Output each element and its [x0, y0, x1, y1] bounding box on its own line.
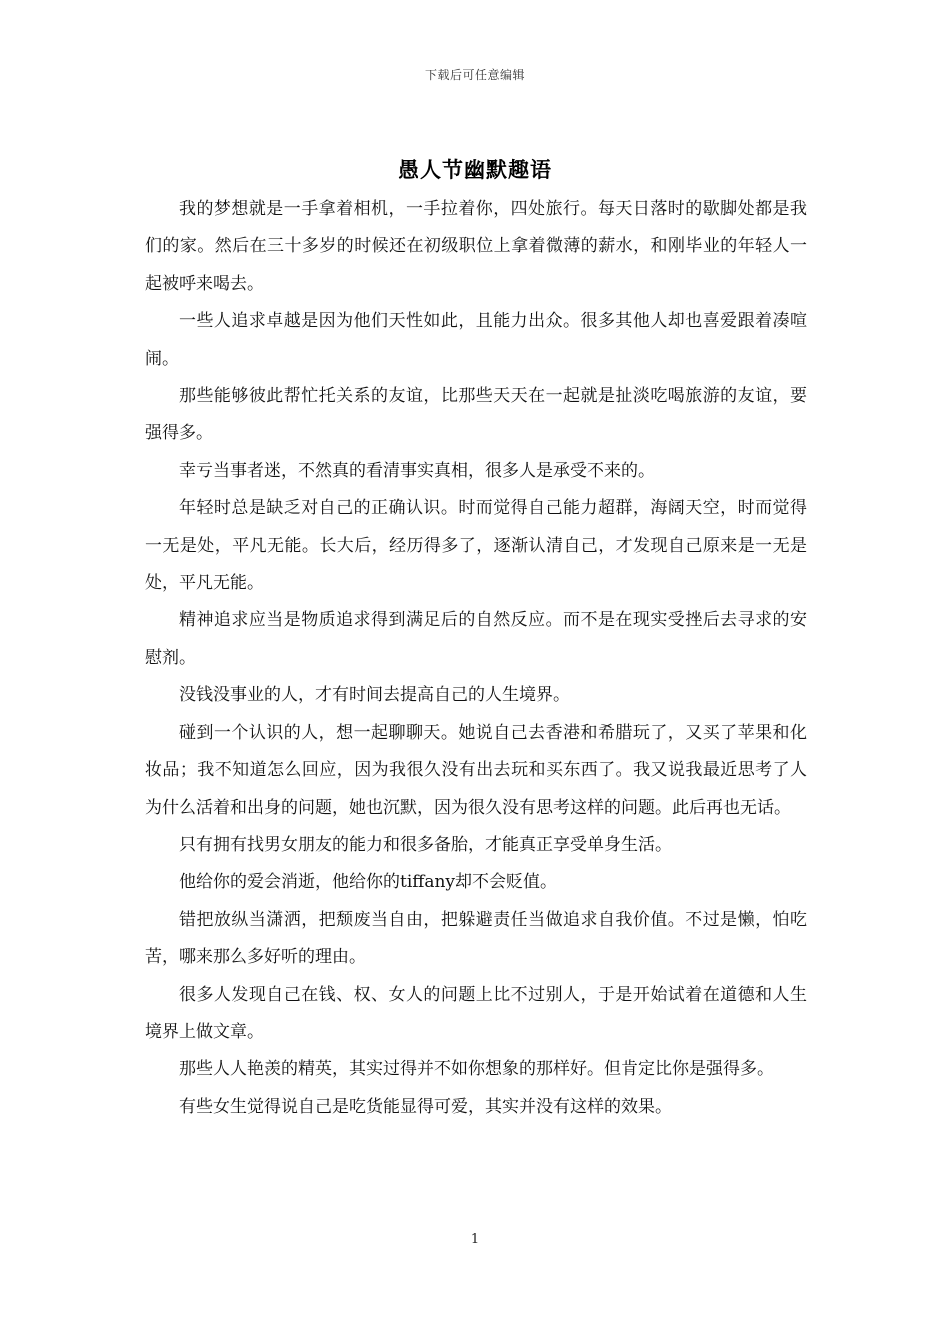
paragraph: 幸亏当事者迷，不然真的看清事实真相，很多人是承受不来的。 — [179, 460, 655, 481]
paragraph: 他给你的爱会消逝，他给你的tiffany却不会贬值。 — [179, 872, 558, 893]
paragraph: 那些人人艳羡的精英，其实过得并不如你想象的那样好。但肯定比你是强得多。 — [179, 1059, 774, 1080]
paragraph: 精神追求应当是物质追求得到满足后的自然反应。而不是在现实受挫后去寻求的安慰剂。 — [145, 610, 807, 668]
document-title: 愚人节幽默趣语 — [398, 157, 552, 182]
page-header: 下载后可任意编辑 — [424, 68, 525, 82]
paragraph: 碰到一个认识的人，想一起聊聊天。她说自己去香港和希腊玩了，又买了苹果和化妆品；我不知道怎么回应，因为我很久没有出去玩和买东西了。我又说我最近思考了人为什么活着和出身的问题，她也沉默，因为很久没有思考这样的问题。此后再也无话。 — [145, 722, 807, 818]
paragraph: 那些能够彼此帮忙托关系的友谊，比那些天天在一起就是扯淡吃喝旅游的友谊，要强得多。 — [145, 386, 807, 444]
page-number: 1 — [470, 1232, 480, 1247]
paragraph: 没钱没事业的人，才有时间去提高自己的人生境界。 — [179, 685, 570, 706]
paragraph: 一些人追求卓越是因为他们天性如此，且能力出众。很多其他人却也喜爱跟着凑喧闹。 — [145, 311, 807, 369]
paragraph: 年轻时总是缺乏对自己的正确认识。时而觉得自己能力超群，海阔天空，时而觉得一无是处，平凡无能。长大后，经历得多了，逐渐认清自己，才发现自己原来是一无是处，平凡无能。 — [145, 498, 807, 594]
paragraph: 错把放纵当潇洒，把颓废当自由，把躲避责任当做追求自我价值。不过是懒，怕吃苦，哪来那么多好听的理由。 — [145, 909, 807, 968]
paragraph: 很多人发现自己在钱、权、女人的问题上比不过别人，于是开始试着在道德和人生境界上做文章。 — [145, 984, 807, 1042]
document-body — [145, 191, 807, 1126]
paragraph: 有些女生觉得说自己是吃货能显得可爱，其实并没有这样的效果。 — [179, 1096, 672, 1117]
paragraph: 我的梦想就是一手拿着相机，一手拉着你，四处旅行。每天日落时的歇脚处都是我们的家。然后在三十多岁的时候还在初级职位上拿着微薄的薪水，和刚毕业的年轻人一起被呼来喝去。 — [145, 199, 807, 294]
paragraph: 只有拥有找男女朋友的能力和很多备胎，才能真正享受单身生活。 — [179, 834, 672, 855]
